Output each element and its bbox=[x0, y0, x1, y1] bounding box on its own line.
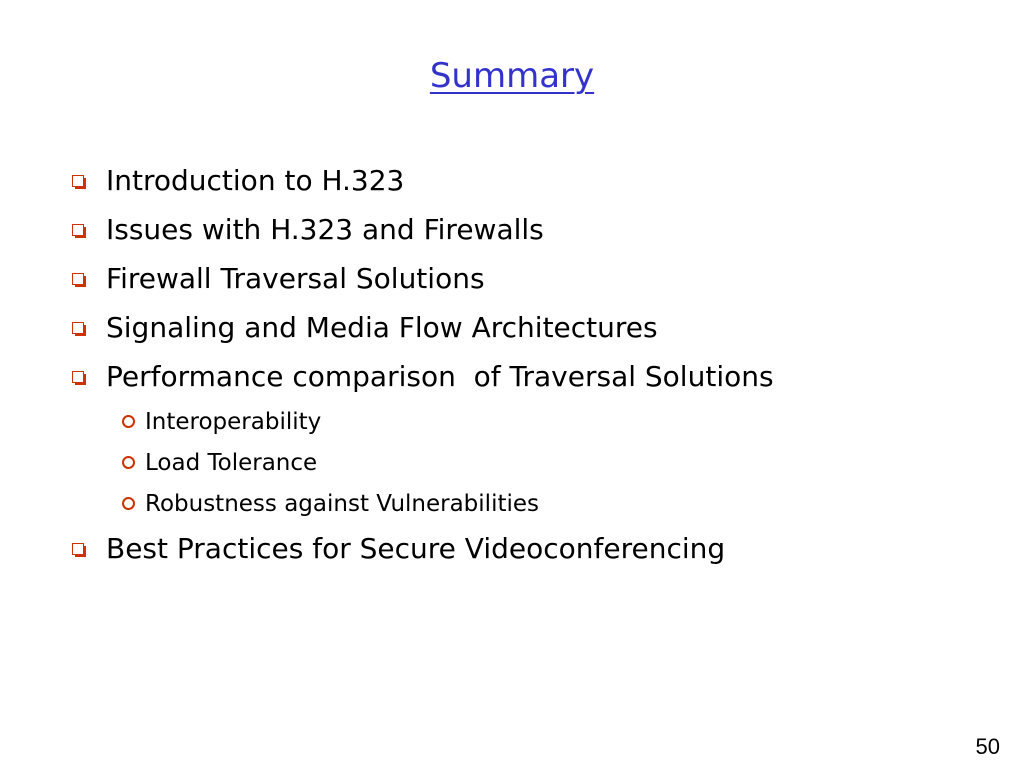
square-bullet-icon bbox=[72, 224, 84, 236]
bullet-text: Best Practices for Secure Videoconferencing bbox=[106, 532, 726, 565]
square-bullet-icon bbox=[72, 322, 84, 334]
circle-bullet-icon bbox=[122, 456, 135, 469]
sub-bullet-text: Load Tolerance bbox=[145, 449, 318, 476]
square-bullet-icon bbox=[72, 543, 84, 555]
slide-title: Summary bbox=[429, 56, 595, 96]
sub-bullet-item bbox=[72, 442, 774, 483]
bullet-item bbox=[72, 254, 774, 303]
square-bullet-icon bbox=[72, 371, 84, 383]
sub-bullet-text: Interoperability bbox=[145, 408, 322, 435]
sub-bullet-text: Robustness against Vulnerabilities bbox=[145, 490, 539, 517]
page-number: 50 bbox=[975, 734, 1000, 759]
circle-bullet-icon bbox=[122, 415, 135, 428]
sub-bullet-item bbox=[72, 401, 774, 442]
bullet-item bbox=[72, 156, 774, 205]
sub-bullet-item bbox=[72, 483, 774, 524]
bullet-text: Performance comparison of Traversal Solutions bbox=[106, 360, 774, 393]
bullet-item bbox=[72, 205, 774, 254]
bullet-text: Firewall Traversal Solutions bbox=[106, 262, 485, 295]
circle-bullet-icon bbox=[122, 497, 135, 510]
square-bullet-icon bbox=[72, 175, 84, 187]
bullet-text: Issues with H.323 and Firewalls bbox=[106, 213, 544, 246]
bullet-item bbox=[72, 352, 774, 401]
bullet-item bbox=[72, 303, 774, 352]
bullet-list bbox=[72, 156, 774, 573]
bullet-text: Introduction to H.323 bbox=[106, 164, 405, 197]
bullet-item bbox=[72, 524, 774, 573]
square-bullet-icon bbox=[72, 273, 84, 285]
bullet-text: Signaling and Media Flow Architectures bbox=[106, 311, 658, 344]
